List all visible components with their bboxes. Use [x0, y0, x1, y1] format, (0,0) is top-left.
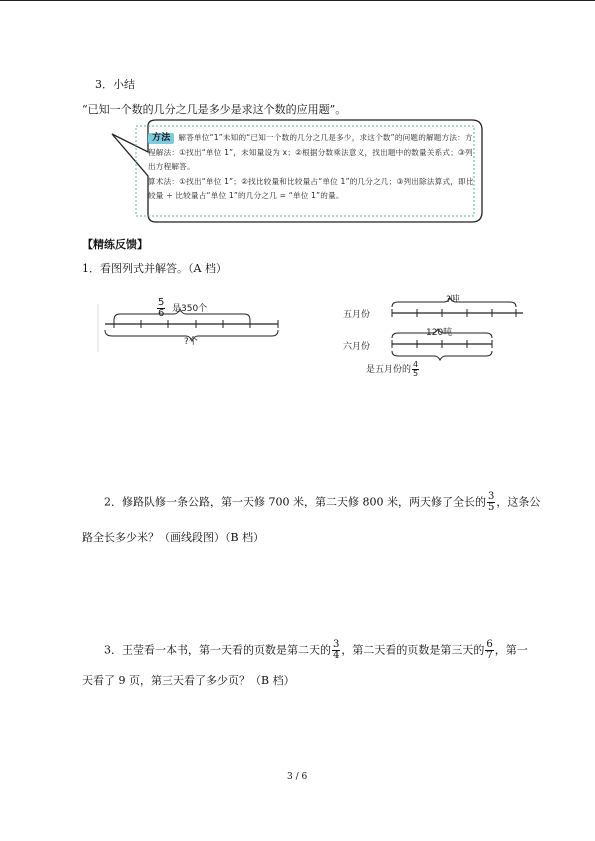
question-2: 2．修路队修一条公路，第一天修 700 米，第二天修 800 米，两天修了全长的 $\frac{3}{5}$ ，这条公: [104, 491, 541, 513]
page-number: 3 / 6: [287, 772, 308, 782]
question-1: 1．看图列式并解答。（A 档）: [82, 262, 227, 275]
q2-fraction: $\frac{3}{5}$: [487, 491, 495, 513]
diagram2-bottom-text: 是五月份的 $\frac{4}{5}$: [366, 360, 419, 378]
diagram1-fraction: $\frac{5}{6}$: [158, 297, 165, 319]
method-text-1: 解答单位“1”未知的“已知一个数的几分之几是多少，求这个数”的问题的解题方法：方程解法：①找出“单位 1”，未知量设为 x；②根据分数乘法意义，找出题中的数量关系式；③列出方程解答。: [148, 133, 473, 171]
diagram2-row2-top: 120吨: [426, 328, 453, 338]
diagram1-label-top: 是350个: [172, 304, 208, 314]
diagram1-label-bottom: ?个: [184, 337, 198, 347]
question-3-line2: 天看了 9 页，第三天看了多少页？（B 档）: [82, 674, 295, 687]
method-tag: 方法: [148, 133, 174, 144]
diagram2-row1-top: ?吨: [446, 295, 460, 305]
diagram2-row2-label: 六月份: [343, 342, 371, 352]
q3-fraction-1: $\frac{3}{4}$: [333, 639, 340, 661]
q3-fraction-2: $\frac{6}{7}$: [486, 639, 493, 661]
section-heading: 3．小结: [95, 78, 135, 91]
question-3: 3．王莹看一本书，第一天看的页数是第二天的 $\frac{3}{4}$ ，第二天看的页数是第三天的 $\frac{6}{7}$ ，第一: [104, 639, 528, 661]
diagram1-svg: [90, 296, 290, 356]
summary-text: “已知一个数的几分之几是多少是求这个数的应用题”。: [82, 103, 347, 116]
practice-title: 【精练反馈】: [82, 238, 148, 251]
method-text-2: 算术法：①找出“单位 1”；②找比较量和比较量占“单位 1”的几分之几；③列出除法算式，即比较量 ÷ 比较量占“单位 1”的几分之几 = “单位 1”的量。: [148, 176, 474, 200]
top-rule: [0, 0, 595, 1]
question-2-line2: 路全长多少米？（画线段图）（B 档）: [82, 531, 265, 544]
method-text: [148, 131, 474, 204]
diagram2-row1-label: 五月份: [343, 310, 371, 320]
